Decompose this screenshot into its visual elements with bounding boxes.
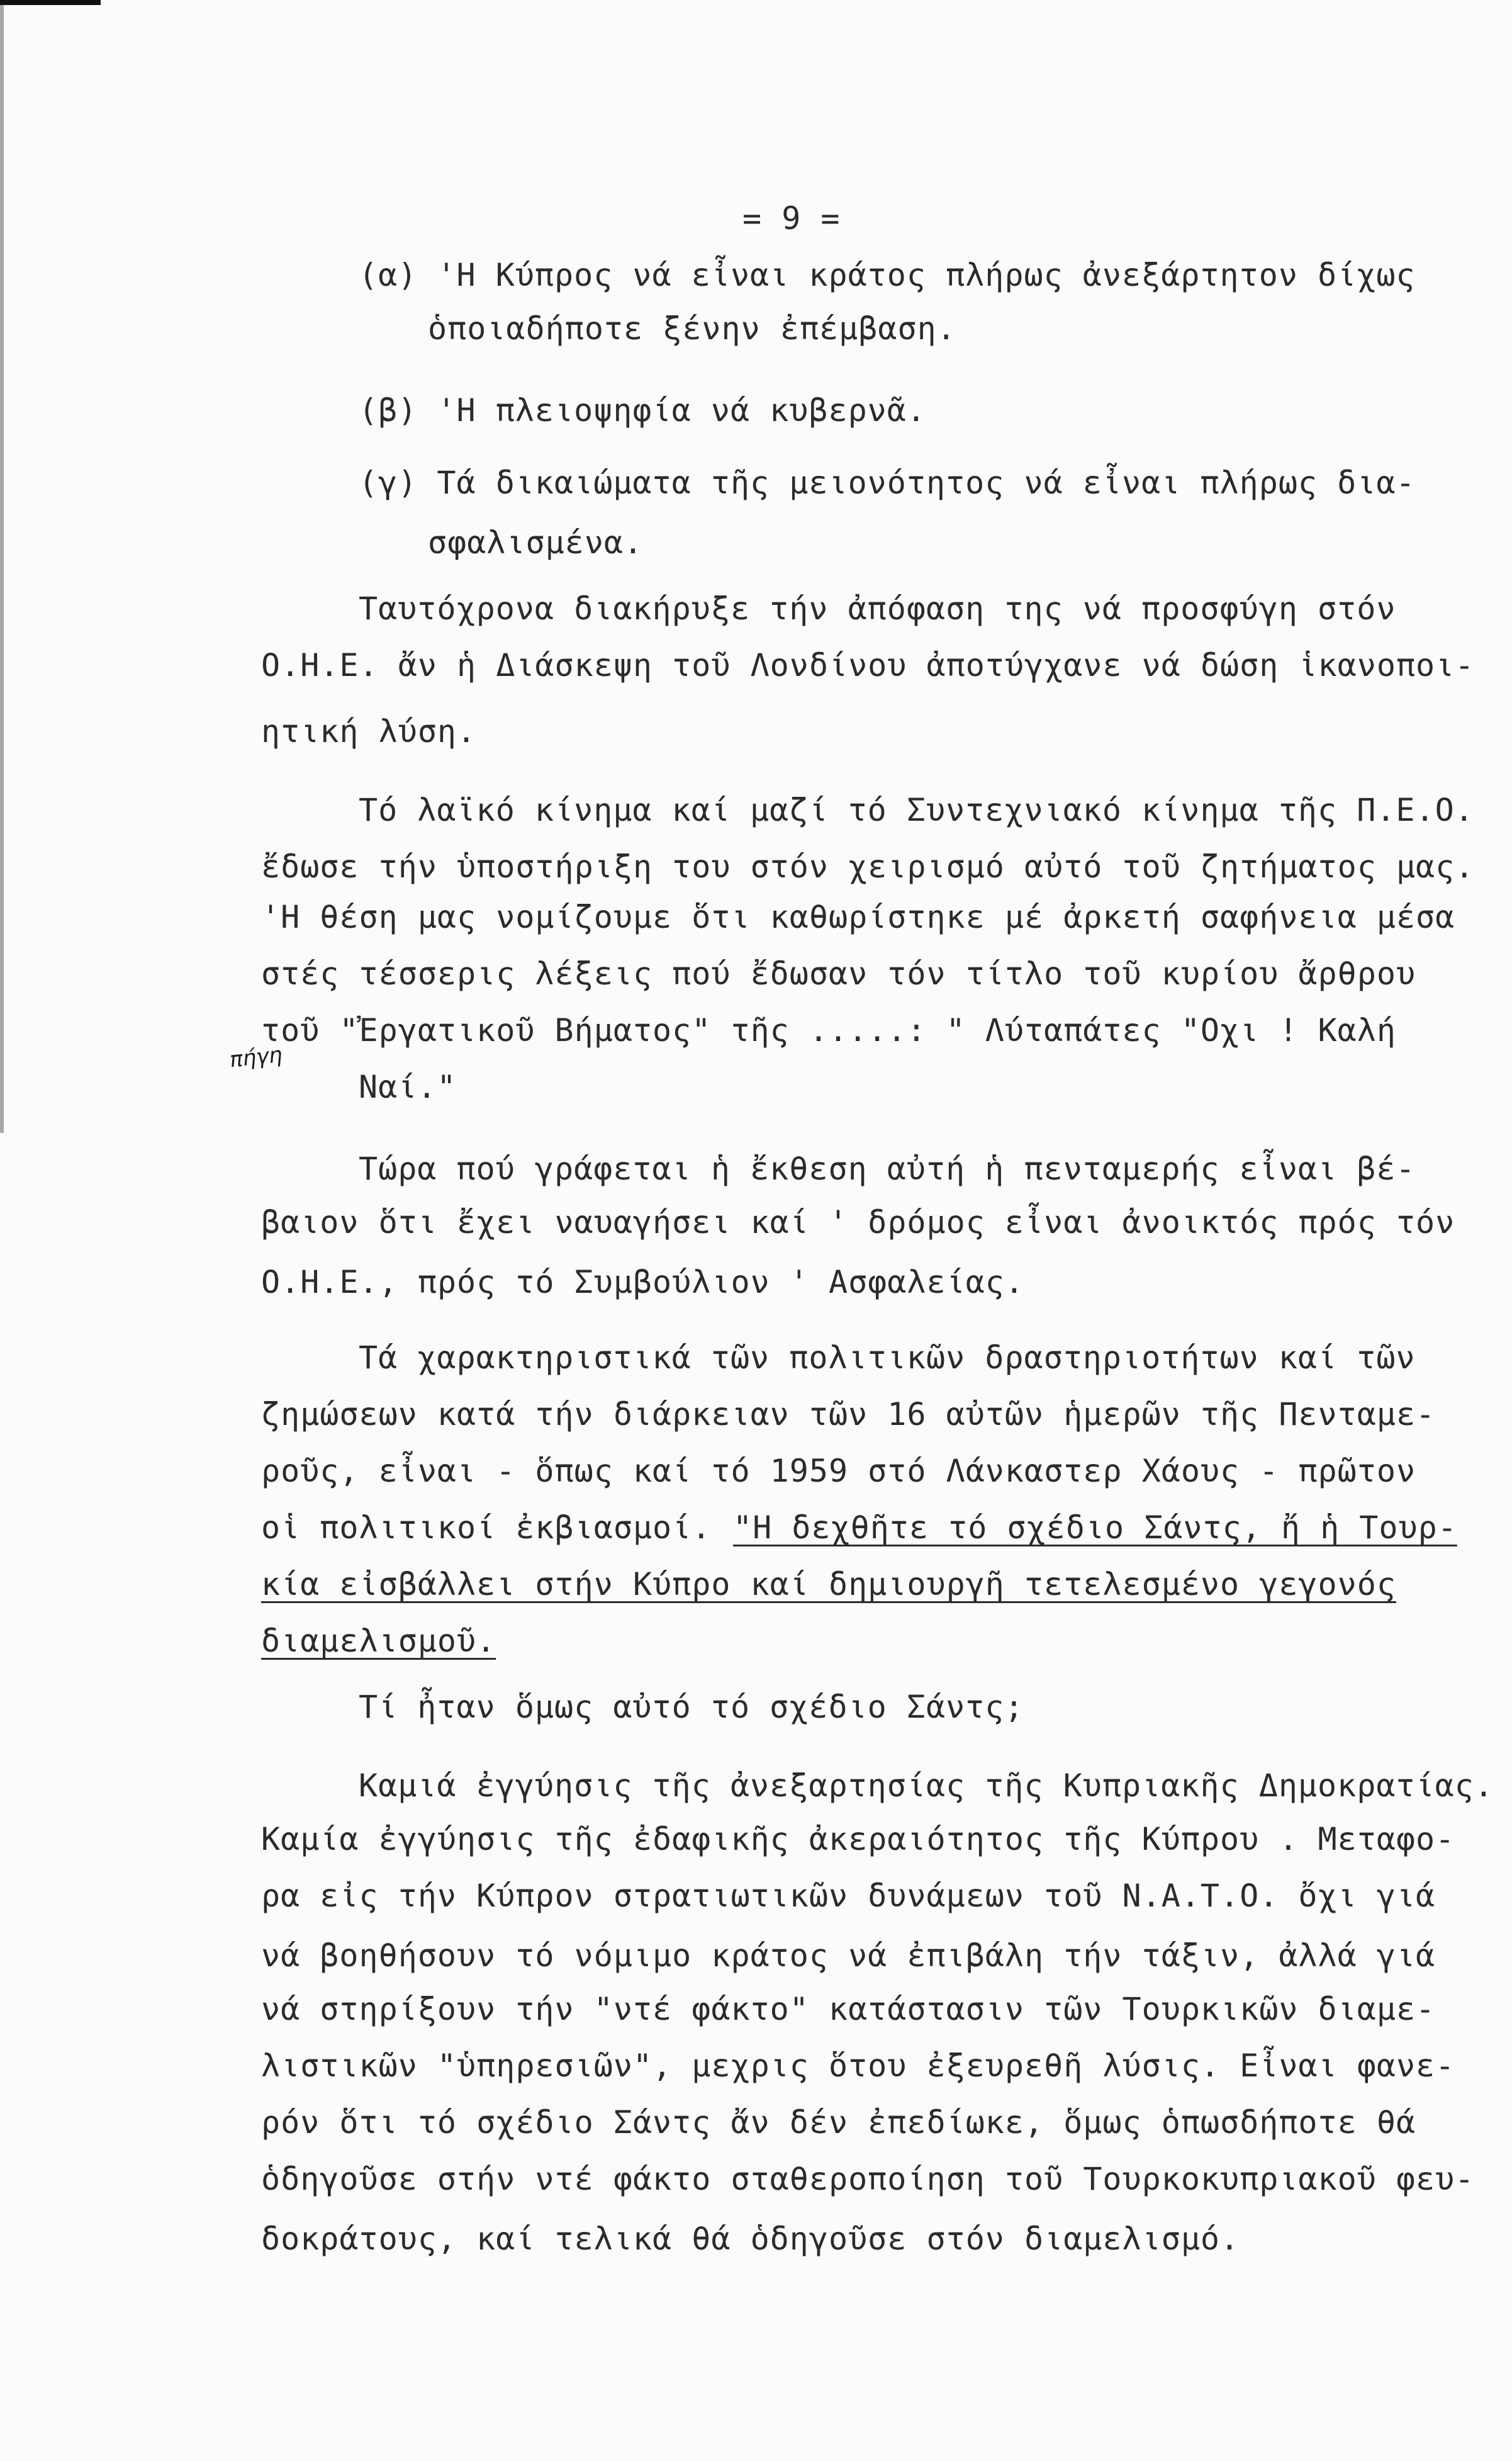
underlined-text: κία εἰσβάλλει στήν Κύπρο καί δημιουργῆ τετελεσμένο γεγονός xyxy=(261,1566,1396,1602)
text-line: Καμιά ἐγγύησις τῆς ἀνεξαρτησίας τῆς Κυπριακῆς Δημοκρατίας. xyxy=(359,1767,1494,1804)
text-line: ἔδωσε τήν ὑποστήριξη του στόν χειρισμό αὐτό τοῦ ζητήματος μας. xyxy=(261,848,1475,885)
underlined-text: διαμελισμοῦ. xyxy=(261,1623,496,1659)
text-line: ρα εἰς τήν Κύπρον στρατιωτικῶν δυνάμεων τοῦ Ν.Α.Τ.Ο. ὄχι γιά xyxy=(261,1878,1436,1914)
text-line: δοκράτους, καί τελικά θά ὁδηγοῦσε στόν διαμελισμό. xyxy=(261,2221,1240,2257)
text-line: Τώρα πού γράφεται ἡ ἔκθεση αὐτή ἡ πενταμερής εἶναι βέ- xyxy=(359,1151,1416,1187)
text-line: Τό λαϊκό κίνημα καί μαζί τό Συντεχνιακό κίνημα τῆς Π.Ε.Ο. xyxy=(359,792,1474,828)
margin-annotation: πήγη xyxy=(228,1042,284,1073)
text-line: Ο.Η.Ε. ἄν ἡ Διάσκεψη τοῦ Λονδίνου ἀποτύγχανε νά δώση ἱκανοποι- xyxy=(261,647,1475,684)
text-line: ροῦς, εἶναι - ὅπως καί τό 1959 στό Λάνκαστερ Χάους - πρῶτον xyxy=(261,1453,1416,1489)
text-line: Τά χαρακτηριστικά τῶν πολιτικῶν δραστηριοτήτων καί τῶν xyxy=(359,1339,1416,1376)
page-number: = 9 = xyxy=(742,200,841,237)
underlined-text: "Η δεχθῆτε τό σχέδιο Σάντς, ἤ ἡ Τουρ- xyxy=(733,1509,1457,1546)
text-line: ὁδηγοῦσε στήν ντέ φάκτο σταθεροποίηση τοῦ Τουρκοκυπριακοῦ φευ- xyxy=(261,2161,1475,2197)
text-line: (α) 'Η Κύπρος νά εἶναι κράτος πλήρως ἀνεξάρτητον δίχως xyxy=(359,257,1416,293)
text-line: νά βοηθήσουν τό νόμιμο κράτος νά ἐπιβάλη τήν τάξιν, ἀλλά γιά xyxy=(261,1937,1436,1974)
text-line: νά στηρίξουν τήν "ντέ φάκτο" κατάστασιν τῶν Τουρκικῶν διαμε- xyxy=(261,1991,1436,2027)
text-line: ητική λύση. xyxy=(261,713,477,750)
text-line: ὁποιαδήποτε ξένην ἐπέμβαση. xyxy=(428,310,956,347)
text-line: Ταυτόχρονα διακήρυξε τήν ἀπόφαση της νά προσφύγη στόν xyxy=(359,590,1396,627)
text-line: στές τέσσερις λέξεις πού ἔδωσαν τόν τίτλο τοῦ κυρίου ἄρθρου xyxy=(261,955,1416,992)
text-line: Τί ἦταν ὅμως αὐτό τό σχέδιο Σάντς; xyxy=(359,1689,1024,1725)
text-line: Καμία ἐγγύησις τῆς ἐδαφικῆς ἀκεραιότητος τῆς Κύπρου . Μεταφο- xyxy=(261,1821,1455,1857)
text-line: σφαλισμένα. xyxy=(428,524,644,561)
text-line: 'Η θέση μας νομίζουμε ὅτι καθωρίστηκε μέ ἀρκετή σαφήνεια μέσα xyxy=(261,899,1455,935)
text-line: ρόν ὅτι τό σχέδιο Σάντς ἄν δέν ἐπεδίωκε, ὅμως ὁπωσδήποτε θά xyxy=(261,2104,1416,2141)
text-line: ζημώσεων κατά τήν διάρκειαν τῶν 16 αὐτῶν ἡμερῶν τῆς Πενταμε- xyxy=(261,1396,1436,1433)
text-line: βαιον ὅτι ἔχει ναυαγήσει καί ' δρόμος εἶναι ἀνοικτός πρός τόν xyxy=(261,1204,1455,1241)
text-line: τοῦ "Ἐργατικοῦ Βήματος" τῆς .....: " Λύταπάτες "Οχι ! Καλή xyxy=(261,1012,1396,1049)
text-line: Ο.Η.Ε., πρός τό Συμβούλιον ' Ασφαλείας. xyxy=(261,1264,1024,1300)
text-line: οἱ πολιτικοί ἐκβιασμοί. xyxy=(261,1509,731,1546)
text-line: λιστικῶν "ὑπηρεσιῶν", μεχρις ὅτου ἐξευρεθῆ λύσις. Εἶναι φανε- xyxy=(261,2047,1455,2084)
text-line: Ναί." xyxy=(359,1069,457,1105)
text-line: (β) 'Η πλειοψηφία νά κυβερνᾶ. xyxy=(359,392,926,429)
text-line: (γ) Τά δικαιώματα τῆς μειονότητος νά εἶναι πλήρως δια- xyxy=(359,465,1416,501)
